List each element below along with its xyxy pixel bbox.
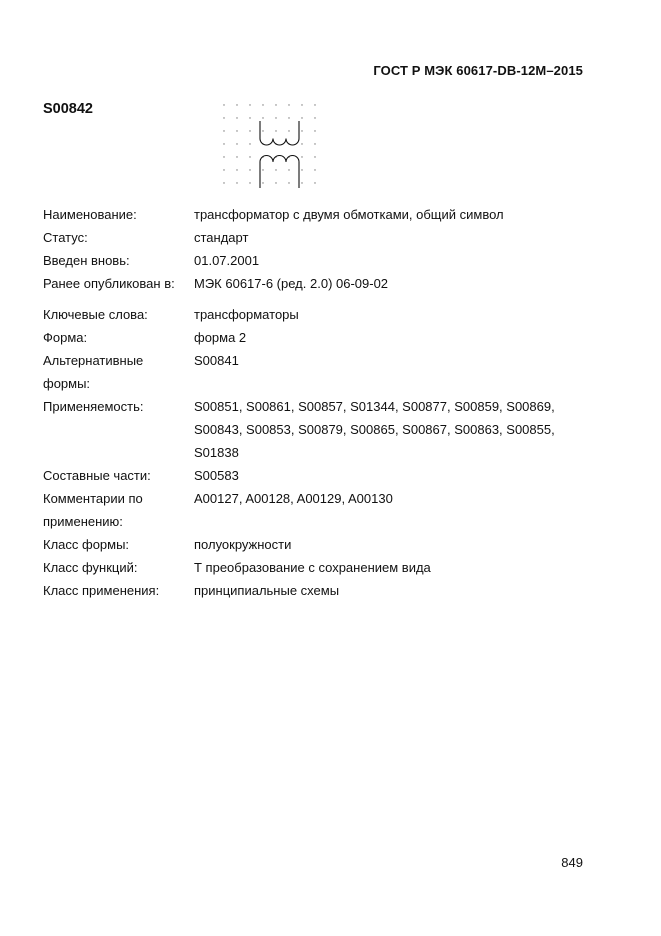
- property-label: Ранее опубликован в:: [43, 276, 175, 291]
- property-label: Ключевые слова:: [43, 307, 148, 322]
- property-label: Класс применения:: [43, 583, 160, 598]
- property-row: [43, 533, 563, 556]
- property-label: Статус:: [43, 230, 88, 245]
- property-row: [43, 326, 563, 349]
- symbol-code: S00842: [43, 101, 93, 117]
- property-label: Класс формы:: [43, 537, 130, 552]
- property-label: Класс функций:: [43, 560, 138, 575]
- property-row: [43, 272, 563, 295]
- property-value: S00851, S00861, S00857, S01344, S00877, S00859, S00869, S00843, S00853, S00879, S00865, S00867, S00863, S00855, S01838: [194, 399, 555, 460]
- property-value: форма 2: [194, 330, 247, 345]
- page-number: 849: [561, 855, 583, 870]
- property-row: [43, 303, 563, 326]
- property-label: Наименование:: [43, 207, 137, 222]
- property-value: трансформаторы: [194, 307, 299, 322]
- property-row: [43, 579, 563, 602]
- property-value: стандарт: [194, 230, 249, 245]
- property-row: [43, 487, 563, 533]
- property-row: [43, 226, 563, 249]
- property-label: Альтернативные формы:: [43, 353, 144, 391]
- properties-table: [43, 203, 563, 602]
- property-row: [43, 464, 563, 487]
- property-row: [43, 556, 563, 579]
- property-row: [43, 249, 563, 272]
- property-value: A00127, A00128, A00129, A00130: [194, 491, 393, 506]
- property-label: Применяемость:: [43, 399, 144, 414]
- property-label: Комментарии по применению:: [43, 491, 143, 529]
- document-header: ГОСТ Р МЭК 60617-DB-12M–2015: [373, 63, 583, 78]
- transformer-two-windings-icon: [218, 99, 328, 204]
- property-value: трансформатор с двумя обмотками, общий символ: [194, 207, 504, 222]
- property-value: МЭК 60617-6 (ред. 2.0) 06-09-02: [194, 276, 389, 291]
- property-label: Введен вновь:: [43, 253, 130, 268]
- property-value: S00583: [194, 468, 239, 483]
- property-row: [43, 349, 563, 395]
- property-value: S00841: [194, 353, 239, 368]
- property-label: Форма:: [43, 330, 88, 345]
- property-value: принципиальные схемы: [194, 583, 340, 598]
- property-row: [43, 395, 563, 464]
- property-value: Т преобразование с сохранением вида: [194, 560, 431, 575]
- property-row: [43, 203, 563, 226]
- property-value: 01.07.2001: [194, 253, 260, 268]
- property-value: полуокружности: [194, 537, 292, 552]
- property-label: Составные части:: [43, 468, 151, 483]
